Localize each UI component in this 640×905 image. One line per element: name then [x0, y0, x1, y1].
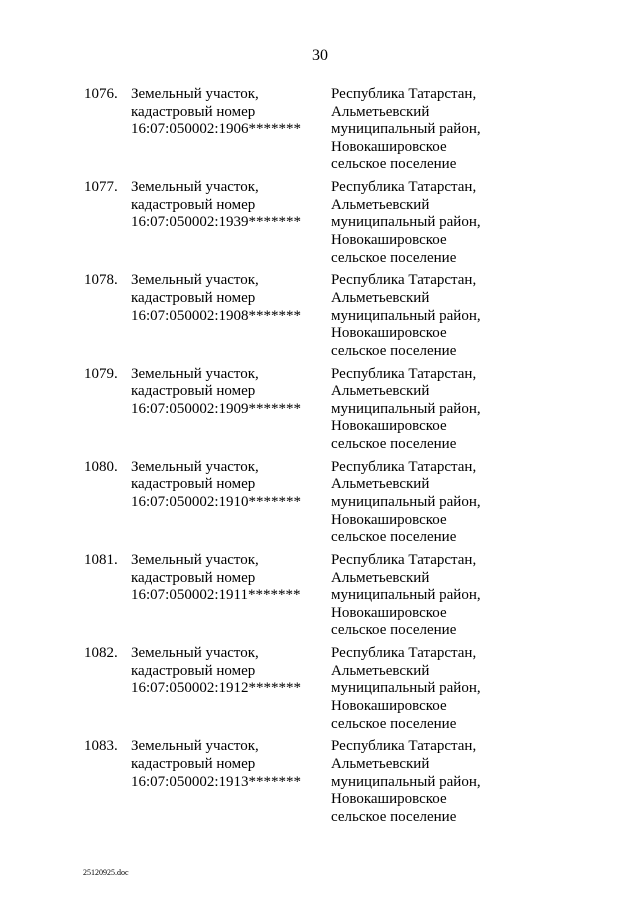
entry-number: 1077. — [84, 179, 118, 196]
list-item — [0, 366, 640, 459]
entries-list — [0, 86, 640, 832]
list-item — [0, 552, 640, 645]
entry-location-line: Новокашировское — [331, 231, 447, 248]
entry-location — [331, 552, 481, 640]
entry-object — [131, 552, 300, 605]
entry-location-line: Новокашировское — [331, 325, 447, 342]
entry-object — [131, 738, 301, 791]
entry-location-line: муниципальный район, — [331, 493, 481, 510]
entry-object-line: кадастровый номер — [131, 569, 256, 586]
entry-object — [131, 645, 301, 698]
entry-cadastral-number: 16:07:050002:1913******* — [131, 773, 302, 790]
footer-filename: 25120925.doc — [83, 868, 129, 877]
entry-location-line: Новокашировское — [331, 138, 447, 155]
entry-location-line: Республика Татарстан, — [331, 272, 477, 289]
entry-location-line: Республика Татарстан, — [331, 365, 477, 382]
entry-object — [131, 179, 301, 232]
entry-cadastral-number: 16:07:050002:1906******* — [131, 121, 302, 138]
entry-location — [331, 366, 481, 454]
entry-number: 1079. — [84, 365, 118, 382]
entry-location-line: муниципальный район, — [331, 214, 481, 231]
entry-location — [331, 459, 481, 547]
entry-object-line: кадастровый номер — [131, 196, 256, 213]
list-item — [0, 272, 640, 365]
entry-location — [331, 272, 481, 360]
entry-object-line: Земельный участок, — [131, 551, 259, 568]
entry-object-line: Земельный участок, — [131, 272, 259, 289]
entry-location-line: муниципальный район, — [331, 680, 481, 697]
entry-location-line: муниципальный район, — [331, 773, 481, 790]
entry-location-line: Альметьевский — [331, 662, 430, 679]
entry-location-line: муниципальный район, — [331, 400, 481, 417]
entry-location-line: Новокашировское — [331, 418, 447, 435]
entry-object — [131, 272, 301, 325]
entry-object-line: Земельный участок, — [131, 458, 259, 475]
entry-cadastral-number: 16:07:050002:1912******* — [131, 680, 302, 697]
entry-number: 1083. — [84, 738, 118, 755]
entry-location-line: Новокашировское — [331, 511, 447, 528]
entry-location — [331, 86, 481, 174]
entry-location-line: сельское поселение — [331, 808, 457, 825]
entry-cadastral-number: 16:07:050002:1909******* — [131, 400, 302, 417]
entry-location-line: Республика Татарстан, — [331, 458, 477, 475]
list-item — [0, 645, 640, 738]
page-number: 30 — [312, 47, 328, 64]
entry-location — [331, 645, 481, 733]
entry-location-line: Альметьевский — [331, 196, 430, 213]
entry-object-line: Земельный участок, — [131, 645, 259, 662]
entry-cadastral-number: 16:07:050002:1939******* — [131, 214, 302, 231]
entry-object-line: Земельный участок, — [131, 738, 259, 755]
entry-number: 1080. — [84, 458, 118, 475]
entry-location-line: муниципальный район, — [331, 307, 481, 324]
entry-location — [331, 179, 481, 267]
list-item — [0, 738, 640, 831]
entry-cadastral-number: 16:07:050002:1911******* — [131, 587, 301, 604]
entry-location-line: муниципальный район, — [331, 587, 481, 604]
entry-object-line: кадастровый номер — [131, 383, 256, 400]
list-item — [0, 459, 640, 552]
entry-location — [331, 738, 481, 826]
entry-number: 1078. — [84, 272, 118, 289]
list-item — [0, 179, 640, 272]
list-item — [0, 86, 640, 179]
entry-number: 1076. — [84, 86, 118, 102]
entry-object-line: кадастровый номер — [131, 103, 256, 120]
entry-location-line: сельское поселение — [331, 435, 457, 452]
entry-object — [131, 366, 301, 419]
entry-object-line: кадастровый номер — [131, 662, 256, 679]
entry-location-line: сельское поселение — [331, 249, 457, 266]
entry-object-line: кадастровый номер — [131, 289, 256, 306]
entry-location-line: сельское поселение — [331, 529, 457, 546]
entry-cadastral-number: 16:07:050002:1910******* — [131, 493, 302, 510]
entry-location-line: Республика Татарстан, — [331, 551, 477, 568]
entry-location-line: муниципальный район, — [331, 121, 481, 138]
entry-object-line: кадастровый номер — [131, 755, 256, 772]
entry-object-line: Земельный участок, — [131, 179, 259, 196]
entry-location-line: Республика Татарстан, — [331, 86, 477, 102]
entry-location-line: сельское поселение — [331, 342, 457, 359]
entry-number: 1081. — [84, 551, 118, 568]
entry-object — [131, 86, 301, 139]
entry-location-line: Альметьевский — [331, 569, 430, 586]
entry-location-line: Альметьевский — [331, 103, 430, 120]
entry-location-line: Альметьевский — [331, 383, 430, 400]
entry-location-line: Республика Татарстан, — [331, 645, 477, 662]
entry-location-line: сельское поселение — [331, 715, 457, 732]
entry-object-line: Земельный участок, — [131, 86, 259, 102]
entry-location-line: Новокашировское — [331, 697, 447, 714]
entry-location-line: Альметьевский — [331, 289, 430, 306]
entry-object — [131, 459, 301, 512]
entry-location-line: Альметьевский — [331, 755, 430, 772]
entry-object-line: Земельный участок, — [131, 365, 259, 382]
entry-location-line: сельское поселение — [331, 622, 457, 639]
entry-location-line: Альметьевский — [331, 476, 430, 493]
entry-location-line: Новокашировское — [331, 791, 447, 808]
entry-location-line: Новокашировское — [331, 604, 447, 621]
entry-location-line: Республика Татарстан, — [331, 738, 477, 755]
entry-object-line: кадастровый номер — [131, 476, 256, 493]
entry-cadastral-number: 16:07:050002:1908******* — [131, 307, 302, 324]
entry-number: 1082. — [84, 645, 118, 662]
entry-location-line: сельское поселение — [331, 156, 457, 173]
entry-location-line: Республика Татарстан, — [331, 179, 477, 196]
